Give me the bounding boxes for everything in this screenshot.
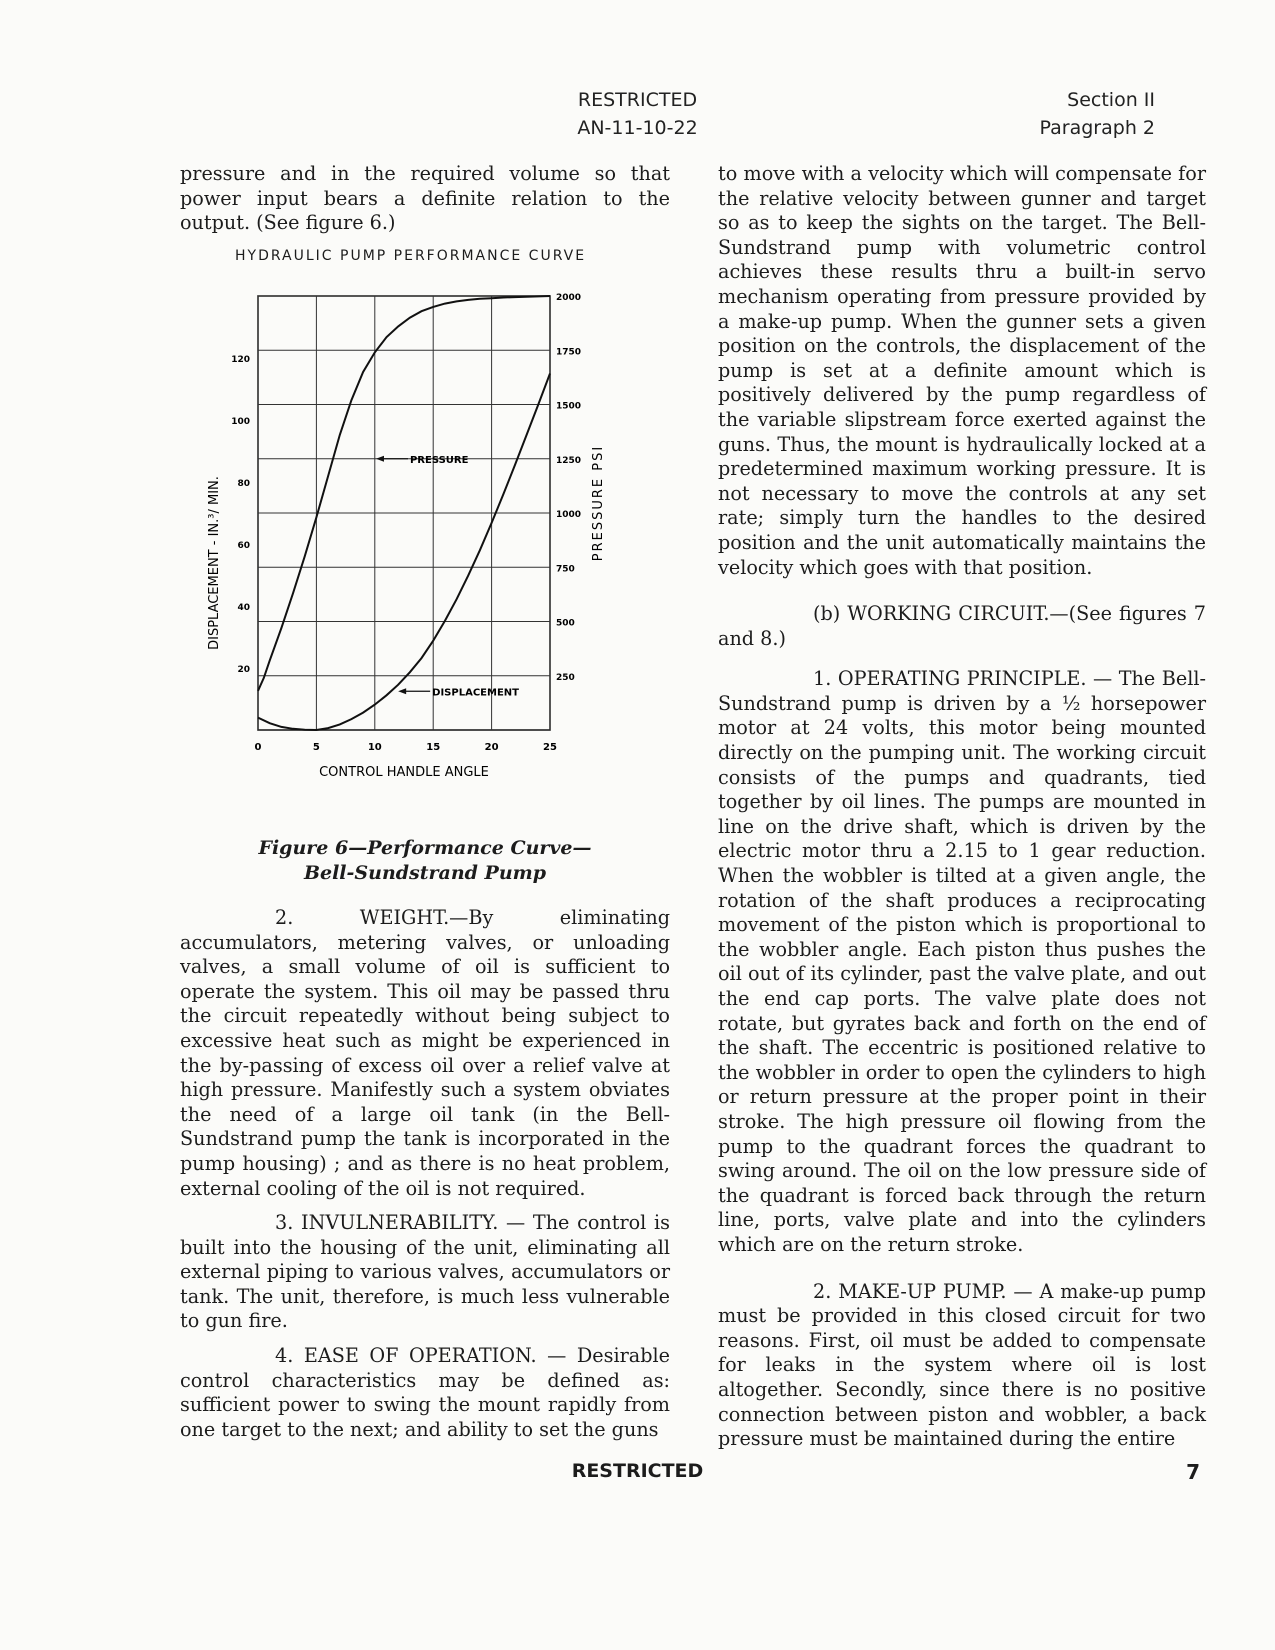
left-paragraph-1: pressure and in the required volume so that power input bears a definite relation to the output. (See figure 6.) [180,162,670,235]
x-tick-label: 5 [312,742,320,754]
y-left-tick-label: 40 [237,603,250,614]
performance-chart [180,268,670,823]
x-tick-label: 25 [543,742,557,754]
annotation-pressure: PRESSURE [409,455,469,467]
figure-caption [180,836,670,886]
y-left-axis-label: DISPLACEMENT - IN.³/ MIN. [207,476,222,651]
header-paragraph: Paragraph 2 [1039,117,1155,139]
header-section: Section II [1067,89,1155,111]
page-header-right [1040,86,1155,142]
annotation-arrowhead-displacement [398,689,406,695]
y-left-tick-label: 120 [231,355,250,366]
y-left-tick-label: 20 [237,665,250,676]
right-paragraph-4: 2. MAKE-UP PUMP. — A make-up pump must be provided in this closed circuit for two reasons. First, oil must be added to compensate for leaks in the system where oil is lost altogether. Secondly, since there is no positive connection between piston and wobbler, a back pressure must be maintained during the entire [718,1279,1206,1451]
y-right-tick-label: 1000 [556,510,582,521]
y-right-axis-label: PRESSURE PSI [591,445,606,562]
chart-title: HYDRAULIC PUMP PERFORMANCE CURVE [235,247,587,264]
y-right-tick-label: 500 [556,618,575,629]
y-left-tick-label: 80 [237,479,250,490]
left-column [180,162,670,1442]
x-tick-label: 0 [254,742,262,754]
y-right-tick-label: 2000 [556,293,582,304]
right-paragraph-3: 1. OPERATING PRINCIPLE. — The Bell-Sundstrand pump is driven by a ½ horsepower motor at 24 volts, this motor being mounted directly on the pumping unit. The working circuit consists of the pumps and quadrants, tied together by oil lines. The pumps are mounted in line on the drive shaft, which is driven by the electric motor thru a 2.15 to 1 gear reduction. When the wobbler is tilted at a given angle, the rotation of the shaft produces a reciprocating movement of the piston which is proportional to the wobbler angle. Each piston thus pushes the oil out of its cylinder, past the valve plate, and out the end cap ports. The valve plate does not rotate, but gyrates back and forth on the end of the shaft. The eccentric is positioned relative to the wobbler in order to open the cylinders to high or return pressure at the proper point in their stroke. The high pressure oil flowing from the pump to the quadrant forces the quadrant to swing around. The oil on the low pressure side of the quadrant is forced back through the return line, ports, valve plate and into the cylinders which are on the return stroke. [718,667,1206,1256]
left-paragraph-2: 2. WEIGHT.—By eliminating accumulators, metering valves, or unloading valves, a small volume of oil is sufficient to operate the system. This oil may be passed thru the circuit repeatedly without being subject to excessive heat such as might be experienced in the by-passing of excess oil over a relief valve at high pressure. Manifestly such a system obviates the need of a large oil tank (in the Bell-Sundstrand pump the tank is incorporated in the pump housing) ; and as there is no heat problem, external cooling of the oil is not required. [180,905,670,1200]
series-line-pressure [258,296,550,691]
page-number: 7 [1186,1460,1200,1484]
annotation-displacement: DISPLACEMENT [432,687,519,699]
right-column [718,162,1206,1452]
y-right-tick-label: 1500 [556,401,582,412]
left-paragraph-4: 4. EASE OF OPERATION. — Desirable control characteristics may be defined as: sufficient power to swing the mount rapidly from one target to the next; and ability to set the guns [180,1344,670,1441]
series-line-displacement [258,374,550,731]
right-paragraph-1: to move with a velocity which will compensate for the relative velocity between gunner and target so as to keep the sights on the target. The Bell-Sundstrand pump with volumetric control achieves these results thru a built-in servo mechanism operating from pressure provided by a make-up pump. When the gunner sets a given position on the controls, the displacement of the pump is set at a definite amount which is positively delivered by the pump regardless of the variable slipstream force exerted against the guns. Thus, the mount is hydraulically locked at a predetermined maximum working pressure. It is not necessary to move the controls at any set rate; simply turn the handles to the desired position and the unit automatically maintains the velocity which goes with that position. [718,162,1206,579]
y-right-tick-label: 1250 [556,456,582,467]
y-left-tick-label: 100 [231,417,250,428]
annotation-arrowhead-pressure [376,456,384,462]
x-axis-label: CONTROL HANDLE ANGLE [319,765,489,781]
figure-caption-line-1: Figure 6—Performance Curve— [258,836,592,859]
x-tick-label: 15 [426,742,441,754]
figure-caption-line-2: Bell-Sundstrand Pump [303,861,547,884]
header-classification: RESTRICTED [577,89,698,111]
left-paragraph-3: 3. INVULNERABILITY. — The control is built into the housing of the unit, eliminating all external piping to various valves, accumulators or tank. The unit, therefore, is much less vulnerable to gun fire. [180,1211,670,1333]
y-right-tick-label: 750 [556,564,575,575]
right-paragraph-2: (b) WORKING CIRCUIT.—(See figures 7 and 8.) [718,602,1206,650]
footer-classification: RESTRICTED [571,1460,704,1482]
x-tick-label: 20 [484,742,499,754]
header-doc-number: AN-11-10-22 [577,117,698,139]
x-tick-label: 10 [367,742,382,754]
y-right-tick-label: 250 [556,673,575,684]
y-right-tick-label: 1750 [556,347,582,358]
y-left-tick-label: 60 [237,541,250,552]
